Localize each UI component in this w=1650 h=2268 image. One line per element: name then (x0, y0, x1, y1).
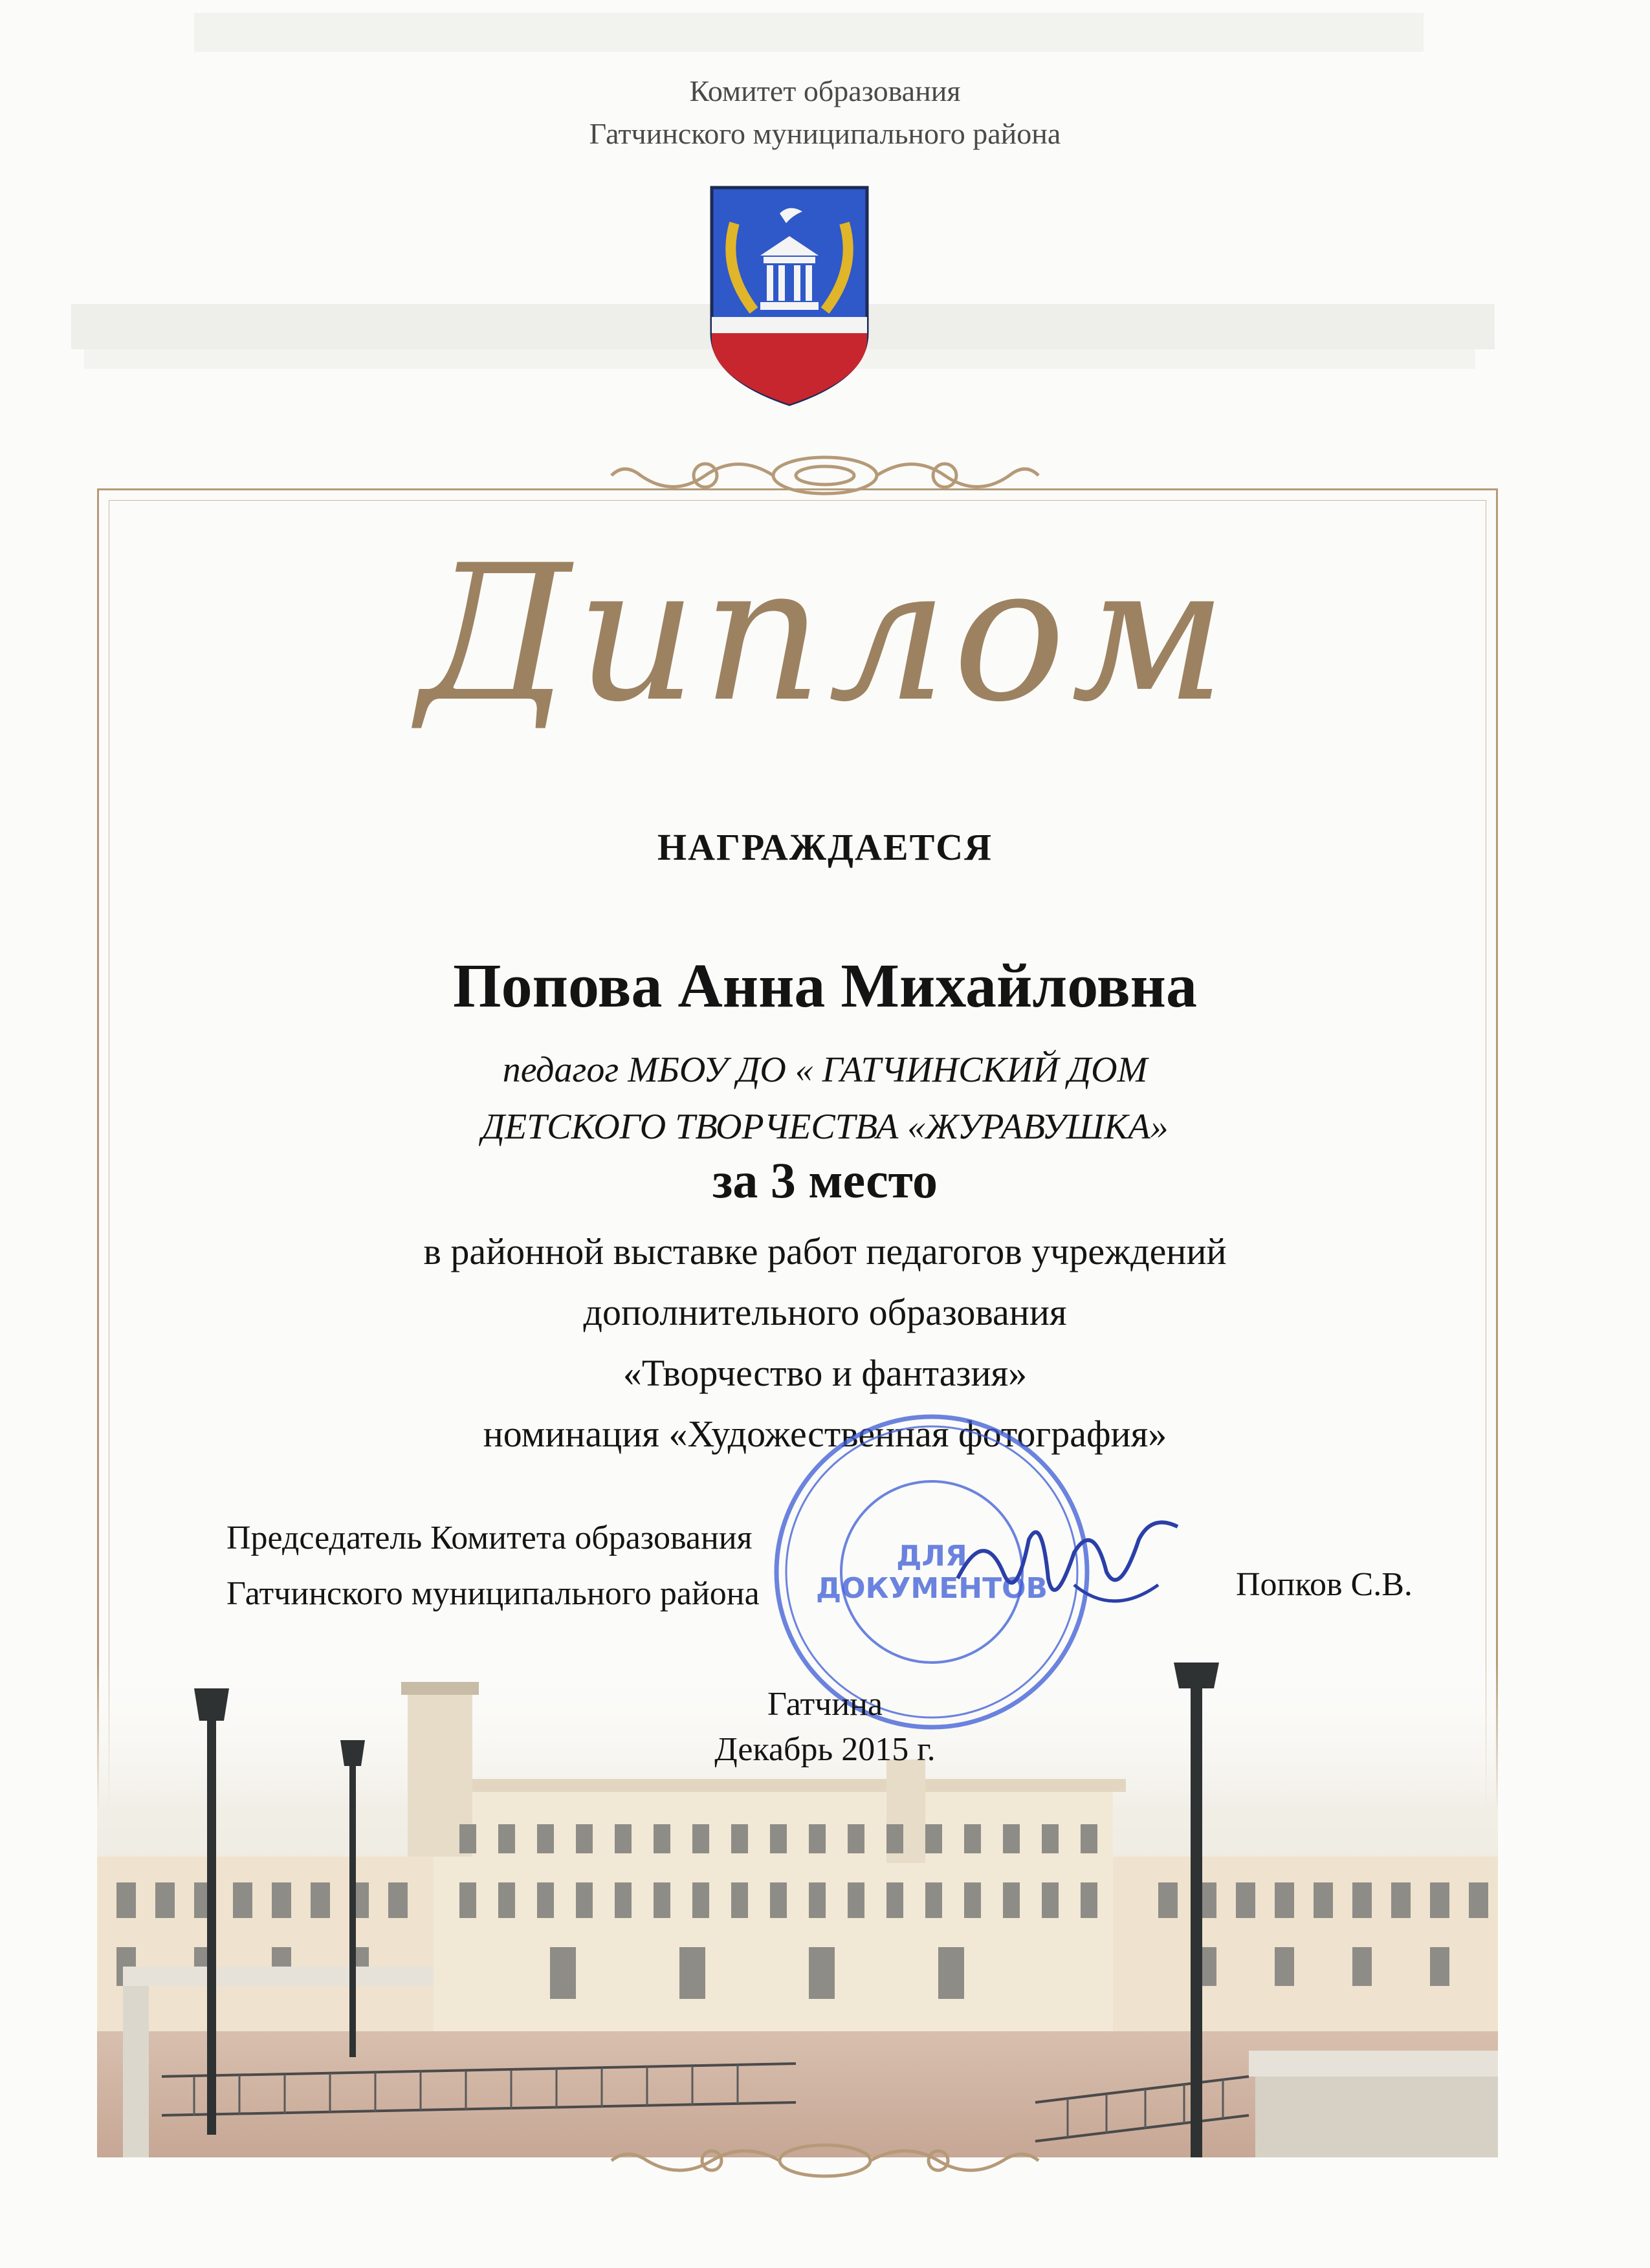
city: Гатчина (767, 1686, 883, 1723)
award-place: за 3 место (712, 1152, 938, 1208)
committee-line-1: Комитет образования (689, 74, 961, 107)
diploma-title (388, 498, 1262, 770)
awarded-heading: НАГРАЖДАЕТСЯ (657, 826, 993, 868)
date: Декабрь 2015 г. (714, 1731, 936, 1768)
description-line-3: «Творчество и фантазия» (622, 1352, 1028, 1394)
signatory-role-line-1: Председатель Комитета образования (226, 1520, 753, 1556)
place-and-date (0, 1682, 1650, 1772)
position-line-1: педагог МБОУ ДО « ГАТЧИНСКИЙ ДОМ (502, 1050, 1148, 1090)
stamp-center-line-1: ДЛЯ (896, 1540, 967, 1573)
coat-of-arms-emblem (709, 184, 870, 408)
diploma-title-text: Диплом (418, 525, 1232, 743)
signatory-name: Попков С.В. (1236, 1566, 1413, 1603)
description-line-2: дополнительного образования (583, 1291, 1067, 1333)
description-line-1: в районной выставке работ педагогов учреждений (423, 1230, 1227, 1272)
recipient-name: Попова Анна Михайловна (453, 951, 1197, 1020)
committee-header (0, 70, 1650, 155)
signatory-role-line-2: Гатчинского муниципального района (226, 1575, 760, 1612)
handwritten-signature (945, 1501, 1191, 1630)
recipient-position (0, 1041, 1650, 1155)
stamp-center-line-2: ДОКУМЕНТОВ (815, 1572, 1048, 1605)
committee-line-2: Гатчинского муниципального района (589, 117, 1061, 150)
signatory-role (226, 1510, 760, 1622)
bottom-ornament (608, 2135, 1042, 2186)
position-line-2: ДЕТСКОГО ТВОРЧЕСТВА «ЖУРАВУШКА» (481, 1107, 1169, 1147)
description-line-4: номинация «Художественная фотография» (483, 1413, 1167, 1455)
